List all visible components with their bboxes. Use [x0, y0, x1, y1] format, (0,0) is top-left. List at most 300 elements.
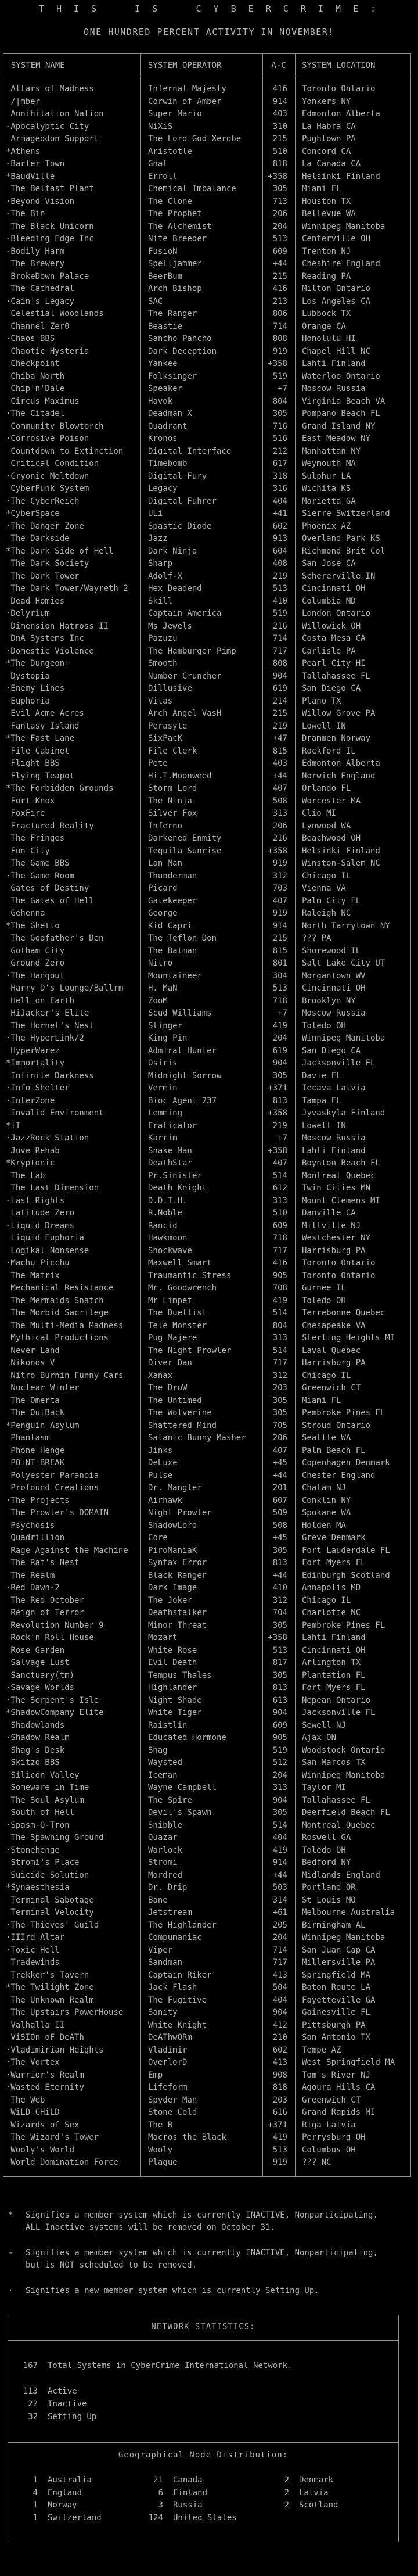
- system-operator-cell: Stinger: [148, 1021, 183, 1031]
- geo-row: [8, 2487, 398, 2500]
- system-location-cell: London Ontario: [302, 609, 371, 618]
- system-location-cell: Willow Grove PA: [302, 709, 376, 718]
- table-row: [3, 1607, 410, 1620]
- geo-country-name: United States: [173, 2513, 237, 2523]
- system-operator-cell: Thunderman: [148, 871, 197, 881]
- table-row: [3, 1207, 410, 1220]
- area-code-cell: 412: [272, 2020, 287, 2030]
- system-name-cell: Never Land: [6, 1346, 60, 1355]
- table-row: [3, 758, 410, 770]
- system-name-cell: ·Wasted Eternity: [6, 2083, 84, 2092]
- table-row: [3, 770, 410, 783]
- system-name-cell: *Synaesthesia: [6, 1883, 70, 1892]
- area-code-cell: 919: [272, 909, 287, 918]
- system-operator-cell: Scud Williams: [148, 1009, 212, 1018]
- area-code-cell: 416: [272, 284, 287, 293]
- system-location-cell: Costa Mesa CA: [302, 634, 366, 643]
- area-code-cell: 201: [272, 1483, 287, 1492]
- system-name-cell: Euphoria: [6, 696, 50, 706]
- geo-row: [8, 2499, 398, 2512]
- system-operator-cell: Adolf-X: [148, 571, 183, 581]
- table-row: [3, 733, 410, 745]
- system-operator-cell: Dark Image: [148, 1583, 197, 1592]
- system-location-cell: Concord CA: [302, 146, 351, 156]
- system-location-cell: ??? PA: [302, 934, 331, 943]
- table-row: [3, 1220, 410, 1233]
- area-code-cell: 312: [272, 871, 287, 881]
- area-code-cell: 609: [272, 246, 287, 256]
- system-location-cell: Deerfield Beach FL: [302, 1808, 390, 1817]
- geo-row: [8, 2474, 398, 2487]
- area-code-cell: 801: [272, 959, 287, 968]
- table-row: [3, 1020, 410, 1033]
- system-location-cell: Harrisburg PA: [302, 1358, 366, 1368]
- system-location-cell: Overland Park KS: [302, 534, 380, 543]
- system-operator-cell: Smooth: [148, 659, 178, 668]
- table-row: [3, 1282, 410, 1295]
- status-count: 32: [28, 2412, 38, 2421]
- total-count: 167: [23, 2361, 38, 2370]
- system-name-cell: ·Stonehenge: [6, 1845, 60, 1855]
- system-operator-cell: Folksinger: [148, 371, 197, 381]
- geo-country-cell: [134, 2487, 260, 2500]
- system-name-cell: ·The Projects: [6, 1495, 70, 1505]
- system-name-cell: HiJacker's Elite: [6, 1009, 89, 1018]
- area-code-cell: 313: [272, 809, 287, 818]
- system-name-cell: Dead Homies: [6, 596, 65, 606]
- table-row: [3, 1545, 410, 1558]
- system-name-cell: *The Dark Side of Hell: [6, 546, 114, 556]
- area-code-cell: 914: [272, 96, 287, 106]
- system-location-cell: North Tarrytown NY: [302, 921, 390, 931]
- table-row: [3, 308, 410, 321]
- system-location-cell: Fort Myers FL: [302, 1683, 366, 1692]
- system-operator-cell: Tequila Sunrise: [148, 846, 222, 856]
- system-operator-cell: The Night Prowler: [148, 1346, 232, 1355]
- system-name-cell: The Dark Tower/Wayreth 2: [6, 584, 128, 593]
- system-name-cell: Gates of Destiny: [6, 884, 89, 893]
- system-name-cell: The Red October: [6, 1595, 84, 1605]
- system-location-cell: Lowell IN: [302, 721, 346, 731]
- table-row: [3, 246, 410, 259]
- area-code-cell: 204: [272, 221, 287, 231]
- table-row: [3, 371, 410, 383]
- system-location-cell: Perrysburg OH: [302, 2133, 366, 2142]
- area-code-cell: 613: [272, 1695, 287, 1705]
- system-operator-cell: Sharp: [148, 559, 173, 568]
- system-location-cell: Taylor MI: [302, 1783, 346, 1792]
- system-location-cell: Moscow Russia: [302, 1009, 366, 1018]
- system-operator-cell: Bioc Agent 237: [148, 1096, 217, 1106]
- table-row: [3, 321, 410, 333]
- table-row: [3, 1307, 410, 1320]
- area-code-cell: 304: [272, 971, 287, 981]
- table-row: [3, 96, 410, 109]
- system-location-cell: Salt Lake City UT: [302, 959, 385, 968]
- area-code-cell: 316: [272, 484, 287, 493]
- system-location-cell: Weymouth MA: [302, 459, 356, 468]
- total-label: Total Systems in CyberCrime International Network.: [48, 2361, 293, 2370]
- system-location-cell: Tallahassee FL: [302, 1795, 371, 1805]
- system-name-cell: -Liquid Dreams: [6, 1221, 75, 1230]
- system-name-cell: ·Shadow Realm: [6, 1733, 70, 1742]
- system-name-cell: Psychosis: [6, 1520, 55, 1530]
- system-name-cell: Revolution Number 9: [6, 1620, 104, 1630]
- area-code-cell: 904: [272, 671, 287, 681]
- table-row: [3, 1320, 410, 1333]
- system-location-cell: Winnipeg Manitoba: [302, 1770, 385, 1780]
- table-row: [3, 408, 410, 421]
- system-location-cell: Toledo OH: [302, 1021, 346, 1031]
- system-name-cell: Altars of Madness: [6, 84, 94, 94]
- system-name-cell: The Multi-Media Madness: [6, 1321, 124, 1330]
- system-name-cell: The Prowler's DOMAIN: [6, 1508, 109, 1517]
- system-name-cell: Annihilation Nation: [6, 109, 104, 119]
- system-operator-cell: Stone Cold: [148, 2108, 197, 2117]
- system-name-cell: ·Cain's Legacy: [6, 296, 75, 306]
- system-name-cell: *ShadowCompany Elite: [6, 1708, 104, 1717]
- system-name-cell: *The Ghetto: [6, 921, 60, 931]
- system-name-cell: ·The CyberReich: [6, 496, 80, 506]
- system-operator-cell: BeerBum: [148, 271, 183, 281]
- system-operator-cell: Vitas: [148, 696, 173, 706]
- table-row: [3, 2007, 410, 2019]
- area-code-cell: +41: [272, 509, 287, 518]
- system-location-cell: Danville CA: [302, 1208, 356, 1218]
- system-location-cell: Jyvaskyla Finland: [302, 1108, 385, 1118]
- table-row: [3, 1270, 410, 1283]
- table-row: [3, 1382, 410, 1395]
- table-row: [3, 433, 410, 446]
- table-row: [3, 683, 410, 695]
- system-operator-cell: Perasyte: [148, 721, 188, 731]
- system-operator-cell: Snibble: [148, 1820, 183, 1830]
- system-operator-cell: ZooM: [148, 996, 168, 1006]
- table-row: [3, 83, 410, 96]
- system-operator-cell: PiroManiaK: [148, 1545, 197, 1555]
- system-name-cell: -Barter Town: [6, 159, 65, 168]
- system-operator-cell: Jazz: [148, 534, 168, 543]
- system-operator-cell: The Clone: [148, 196, 192, 206]
- area-code-cell: +44: [272, 259, 287, 268]
- status-label: Active: [48, 2387, 77, 2396]
- system-operator-cell: The Fugitive: [148, 1995, 207, 2005]
- table-row: [3, 1495, 410, 1508]
- system-operator-cell: Satanic Bunny Masher: [148, 1433, 246, 1443]
- system-operator-cell: Dark Deception: [148, 346, 217, 356]
- legend-text: Signifies a new member system which is currently Setting Up.: [26, 2286, 319, 2295]
- system-operator-cell: Havok: [148, 396, 173, 406]
- table-row: [3, 970, 410, 983]
- system-operator-cell: Sandman: [148, 1958, 183, 1967]
- area-code-cell: 318: [272, 471, 287, 481]
- table-row: [3, 2044, 410, 2057]
- table-row: [3, 1370, 410, 1383]
- system-name-cell: Polyester Paranoia: [6, 1470, 99, 1480]
- system-operator-cell: Macros the Black: [148, 2133, 226, 2142]
- system-name-cell: Trekker's Tavern: [6, 1970, 89, 1980]
- system-name-cell: Someware in Time: [6, 1783, 89, 1792]
- geo-country-count: 4: [33, 2488, 38, 2498]
- table-row: [3, 296, 410, 308]
- system-location-cell: Sewell NJ: [302, 1720, 346, 1730]
- table-row: [3, 1407, 410, 1420]
- area-code-cell: 206: [272, 821, 287, 831]
- system-operator-cell: Captain America: [148, 609, 222, 618]
- system-operator-cell: Lifeform: [148, 2083, 188, 2092]
- system-operator-cell: The Highlander: [148, 1920, 217, 1930]
- table-row: [3, 196, 410, 209]
- system-operator-cell: Sanity: [148, 2008, 178, 2017]
- system-name-cell: The Unknown Realm: [6, 1995, 94, 2005]
- area-code-cell: 313: [272, 1333, 287, 1343]
- system-name-cell: FoxFire: [6, 809, 45, 818]
- area-code-cell: 519: [272, 371, 287, 381]
- system-location-cell: Yonkers NY: [302, 96, 351, 106]
- system-name-cell: ·The Game Room: [6, 871, 75, 881]
- system-location-cell: Richmond Brit Col: [302, 546, 385, 556]
- system-location-cell: Carlisle PA: [302, 646, 356, 656]
- system-location-cell: Cincinnati OH: [302, 984, 366, 993]
- system-operator-cell: The Ranger: [148, 309, 197, 318]
- system-operator-cell: Erroll: [148, 171, 178, 181]
- table-row: [3, 882, 410, 895]
- system-operator-cell: Airhawk: [148, 1495, 183, 1505]
- page: [0, 3, 418, 2542]
- system-name-cell: Stromi's Place: [6, 1858, 80, 1867]
- system-name-cell: Logikal Nonsense: [6, 1246, 89, 1255]
- table-row: [3, 221, 410, 234]
- area-code-cell: 214: [272, 696, 287, 706]
- system-operator-cell: R.Noble: [148, 1208, 183, 1218]
- system-name-cell: ·Domestic Violence: [6, 646, 94, 656]
- status-label: Inactive: [48, 2399, 87, 2409]
- system-location-cell: Cheshire England: [302, 259, 380, 268]
- system-name-cell: Profound Creations: [6, 1483, 99, 1492]
- system-name-cell: Wizards of Sex: [6, 2120, 80, 2130]
- system-location-cell: Lahti Finland: [302, 1633, 366, 1642]
- system-name-cell: Celestial Woodlands: [6, 309, 104, 318]
- system-location-cell: La Canada CA: [302, 159, 361, 168]
- area-code-cell: 718: [272, 1233, 287, 1243]
- legend-entry-setting-up: [8, 2285, 418, 2298]
- system-location-cell: Toronto Ontario: [302, 1271, 376, 1280]
- system-location-cell: Ajax ON: [302, 1733, 337, 1742]
- system-name-cell: *The Dungeon+: [6, 659, 70, 668]
- geo-country-cell: [8, 2499, 134, 2512]
- system-name-cell: ·Delyrium: [6, 609, 50, 618]
- geo-distribution-grid: [8, 2474, 398, 2524]
- area-code-cell: 704: [272, 1608, 287, 1617]
- system-name-cell: DnA Systems Inc: [6, 634, 84, 643]
- table-row: [3, 346, 410, 358]
- system-location-cell: Winnipeg Manitoba: [302, 1034, 385, 1043]
- system-operator-cell: Core: [148, 1533, 168, 1542]
- table-row: [3, 583, 410, 595]
- table-row: [3, 1745, 410, 1757]
- system-location-cell: Chicago IL: [302, 1595, 351, 1605]
- area-code-cell: 510: [272, 146, 287, 156]
- system-name-cell: Nikonos V: [6, 1358, 55, 1368]
- table-row: [3, 845, 410, 858]
- system-operator-cell: Emp: [148, 2070, 163, 2080]
- area-code-cell: 305: [272, 1545, 287, 1555]
- system-operator-cell: Highlander: [148, 1683, 197, 1692]
- table-row: [3, 745, 410, 758]
- system-location-cell: Toledo OH: [302, 1845, 346, 1855]
- system-location-cell: Copenhagen Denmark: [302, 1458, 390, 1468]
- area-code-cell: 813: [272, 1683, 287, 1692]
- system-operator-cell: Mozart: [148, 1633, 178, 1642]
- table-row: [3, 1944, 410, 1957]
- system-name-cell: *Penguin Asylum: [6, 1420, 80, 1430]
- area-code-cell: +44: [272, 1470, 287, 1480]
- system-name-cell: ·The Thieves' Guild: [6, 1920, 99, 1930]
- system-operator-cell: ULi: [148, 509, 163, 518]
- area-code-cell: 905: [272, 1733, 287, 1742]
- geo-country-count: 1: [33, 2500, 38, 2510]
- area-code-cell: 818: [272, 2083, 287, 2092]
- system-location-cell: Grand Island NY: [302, 421, 376, 431]
- table-row: [3, 258, 410, 271]
- area-code-cell: 407: [272, 1445, 287, 1455]
- area-code-cell: 215: [272, 134, 287, 143]
- system-location-cell: Tom's River NJ: [302, 2070, 371, 2080]
- system-name-cell: Fun City: [6, 846, 50, 856]
- table-row: [3, 957, 410, 970]
- geo-country-cell: [8, 2474, 134, 2487]
- table-row: [3, 483, 410, 496]
- geo-country-name: Denmark: [299, 2475, 334, 2485]
- system-operator-cell: Pr.Sinister: [148, 1171, 202, 1181]
- system-operator-cell: Vermin: [148, 1084, 178, 1093]
- area-code-cell: 410: [272, 596, 287, 606]
- area-code-cell: 718: [272, 996, 287, 1006]
- area-code-cell: 513: [272, 1645, 287, 1655]
- area-code-cell: 612: [272, 1183, 287, 1193]
- area-code-cell: 215: [272, 709, 287, 718]
- area-code-cell: 312: [272, 1595, 287, 1605]
- system-location-cell: Waterloo Ontario: [302, 371, 380, 381]
- table-row: [3, 2107, 410, 2119]
- area-code-cell: 216: [272, 621, 287, 631]
- system-operator-cell: Pazuzu: [148, 634, 178, 643]
- table-row: [3, 521, 410, 533]
- system-operator-cell: Mr. Goodwrench: [148, 1283, 217, 1293]
- table-row: [3, 2057, 410, 2069]
- table-row: [3, 1032, 410, 1045]
- area-code-cell: 313: [272, 1783, 287, 1792]
- area-code-cell: 404: [272, 1833, 287, 1842]
- area-code-cell: 305: [272, 1408, 287, 1418]
- system-operator-cell: Tele Monster: [148, 1321, 207, 1330]
- system-location-cell: Sterling Heights MI: [302, 1333, 395, 1343]
- geo-country-cell: [8, 2487, 134, 2500]
- system-name-cell: ViSIOn oF DeATh: [6, 2033, 84, 2042]
- spacer: [8, 2372, 398, 2385]
- system-name-cell: The Brewery: [6, 259, 65, 268]
- table-row: [3, 1595, 410, 1608]
- table-row: [3, 1982, 410, 1994]
- table-row: [3, 820, 410, 833]
- area-code-cell: 703: [272, 884, 287, 893]
- system-name-cell: The Belfast Plant: [6, 184, 94, 193]
- geo-country-count: 2: [284, 2488, 289, 2498]
- area-code-cell: 216: [272, 834, 287, 843]
- area-code-cell: 512: [272, 1758, 287, 1767]
- system-location-cell: Chapel Hill NC: [302, 346, 371, 356]
- table-row: [3, 995, 410, 1008]
- system-operator-cell: Traumantic Stress: [148, 1271, 232, 1280]
- system-location-cell: Pearl City HI: [302, 659, 366, 668]
- system-location-cell: Chicago IL: [302, 1370, 351, 1380]
- system-operator-cell: SAC: [148, 296, 163, 306]
- area-code-cell: +61: [272, 1908, 287, 1917]
- area-code-cell: +44: [272, 1870, 287, 1880]
- system-operator-cell: Spelljammer: [148, 259, 202, 268]
- area-code-cell: 717: [272, 1358, 287, 1368]
- area-code-cell: 305: [272, 1620, 287, 1630]
- area-code-cell: 717: [272, 1958, 287, 1967]
- legend-text: Signifies a member system which is currently INACTIVE, Nonparticipating.: [26, 2210, 378, 2220]
- system-name-cell: Ground Zero: [6, 959, 65, 968]
- system-location-cell: Centerville OH: [302, 234, 371, 243]
- system-location-cell: Chatam NJ: [302, 1483, 346, 1492]
- geo-country-cell: [260, 2487, 398, 2500]
- table-row: [3, 1157, 410, 1170]
- system-location-cell: Columbus OH: [302, 2145, 356, 2155]
- geo-country-name: Finland: [173, 2488, 208, 2498]
- table-row: [3, 1357, 410, 1370]
- page-title: T H I S I S C Y B E R C R I M E :: [38, 3, 380, 14]
- table-row: [3, 571, 410, 583]
- system-name-cell: Invalid Environment: [6, 1108, 104, 1118]
- system-operator-cell: Corwin of Amber: [148, 96, 222, 106]
- system-location-cell: Davie FL: [302, 1071, 341, 1081]
- status-count: 22: [28, 2399, 38, 2409]
- area-code-cell: 619: [272, 684, 287, 693]
- system-name-cell: The Matrix: [6, 1271, 60, 1280]
- area-code-cell: 714: [272, 321, 287, 331]
- table-row: [3, 595, 410, 608]
- system-operator-cell: H. MaN: [148, 984, 178, 993]
- system-location-cell: Riga Latvia: [302, 2120, 356, 2130]
- system-name-cell: Salvage Lust: [6, 1658, 70, 1667]
- geo-country-name: Russia: [173, 2500, 203, 2510]
- system-name-cell: Dimension Hatross II: [6, 621, 109, 631]
- system-location-cell: Lynwood WA: [302, 821, 351, 831]
- geo-country-name: Canada: [173, 2475, 203, 2485]
- system-location-cell: Toronto Ontario: [302, 1258, 376, 1268]
- table-row: [3, 1332, 410, 1345]
- system-name-cell: ·The Danger Zone: [6, 521, 84, 531]
- system-name-cell: Wooly's World: [6, 2145, 75, 2155]
- system-name-cell: ·Cryonic Meltdown: [6, 471, 89, 481]
- system-location-cell: Worcester MA: [302, 796, 361, 806]
- system-operator-cell: Pug Majere: [148, 1333, 197, 1343]
- system-name-cell: The Soul Asylum: [6, 1795, 84, 1805]
- area-code-cell: 514: [272, 1171, 287, 1181]
- geo-distribution-title: Geographical Node Distribution:: [118, 2451, 289, 2460]
- system-name-cell: Mythical Productions: [6, 1333, 109, 1343]
- system-location-cell: San Diego CA: [302, 1046, 361, 1056]
- system-name-cell: ·Info Shelter: [6, 1084, 70, 1093]
- area-code-cell: 419: [272, 1021, 287, 1031]
- system-name-cell: Terminal Velocity: [6, 1908, 94, 1917]
- area-code-cell: 403: [272, 109, 287, 119]
- system-location-cell: San Diego CA: [302, 684, 361, 693]
- system-name-cell: Harry D's Lounge/Ballrm: [6, 984, 124, 993]
